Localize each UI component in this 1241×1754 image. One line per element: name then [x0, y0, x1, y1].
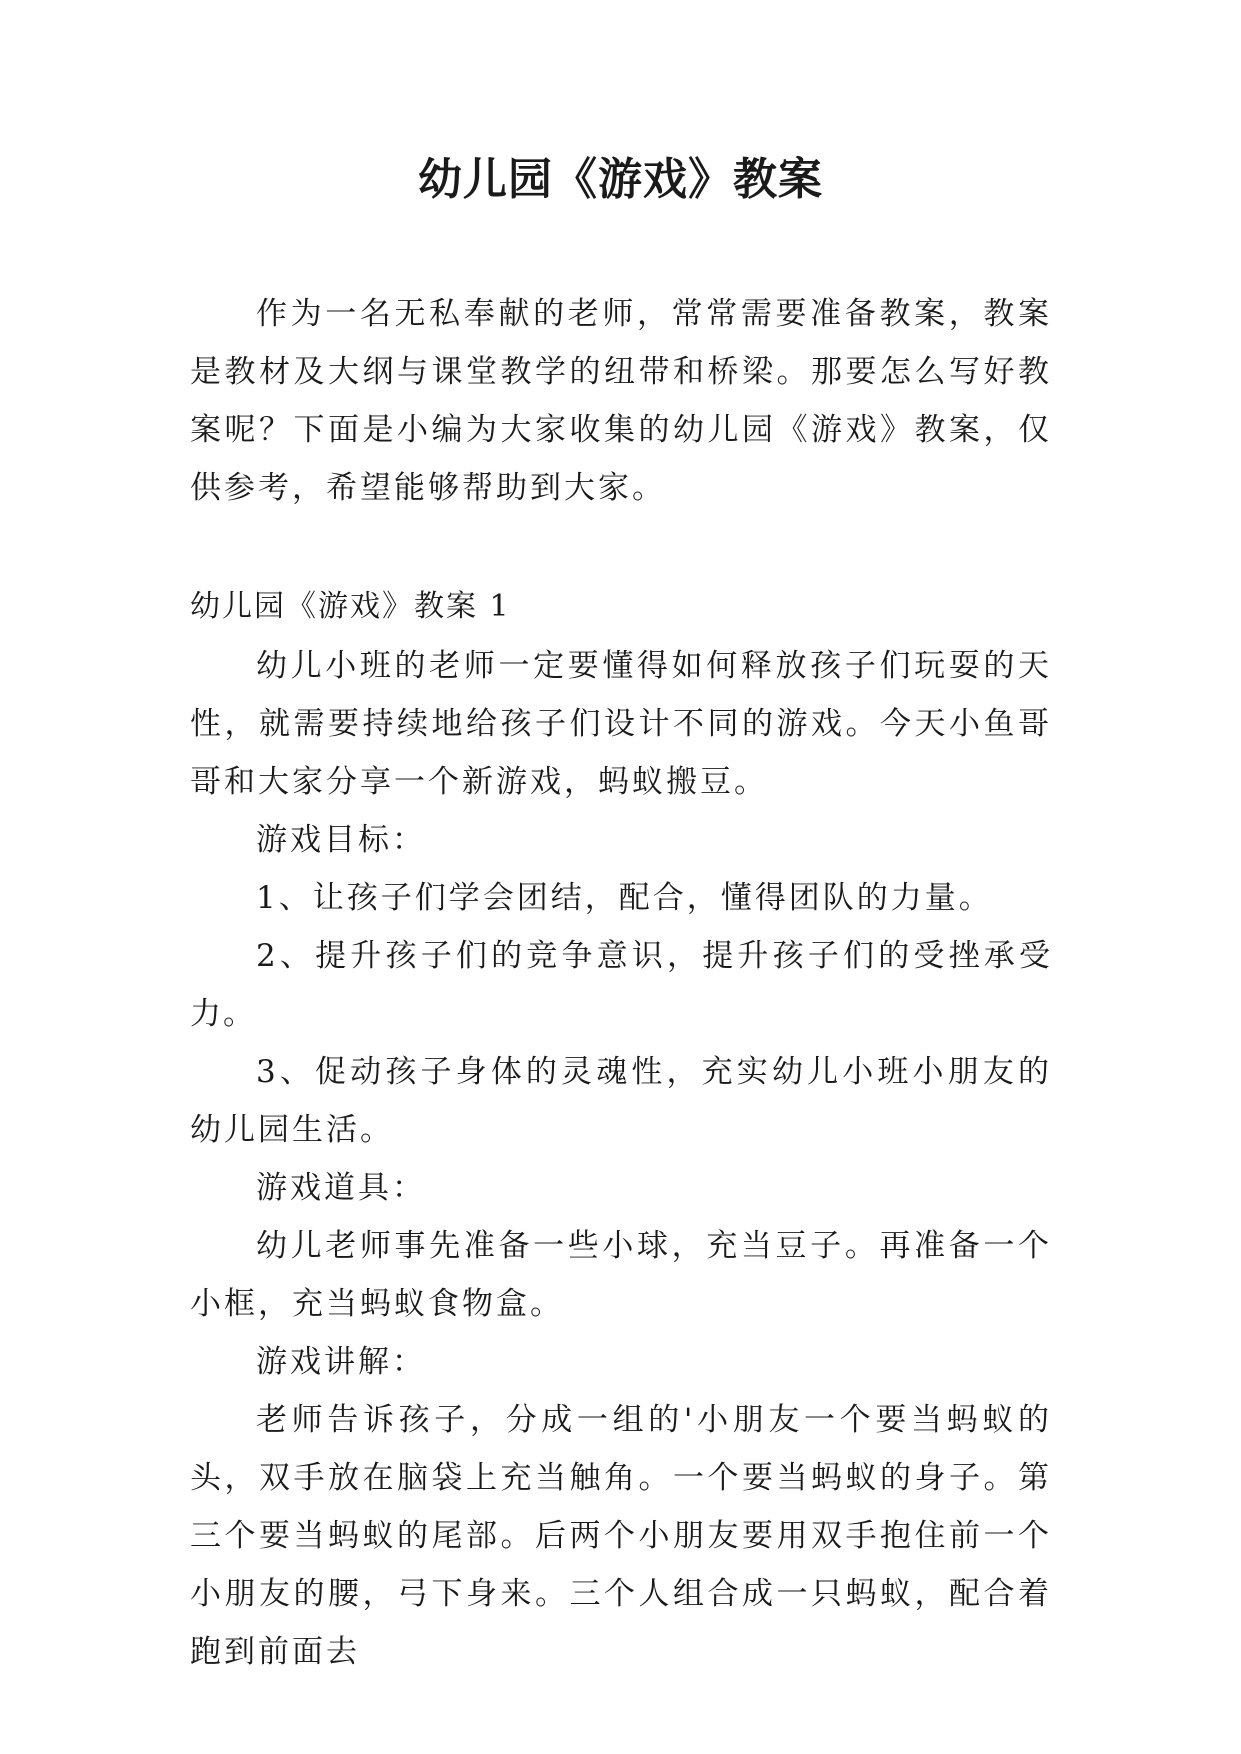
- intro-block: [190, 285, 1052, 517]
- subheading-game-explanation: 游戏讲解：: [256, 1344, 426, 1380]
- section-content: [190, 637, 1052, 1681]
- document-title: 幼儿园《游戏》教案: [418, 154, 823, 205]
- paragraph: 老师告诉孩子，分成一组的'小朋友一个要当蚂蚁的头，双手放在脑袋上充当触角。一个要当蚂蚁的身子。第三个要当蚂蚁的尾部。后两个小朋友要用双手抱住前一个小朋友的腰，弓下身来。三个人组合成一只蚂蚁，配合着跑到前面去: [190, 1402, 1052, 1670]
- subheading-game-goals: 游戏目标：: [256, 822, 426, 858]
- goal-item-1: 1、让孩子们学会团结，配合，懂得团队的力量。: [256, 880, 993, 916]
- subheading-game-props: 游戏道具：: [256, 1170, 426, 1206]
- intro-paragraph: 作为一名无私奉献的老师，常常需要准备教案，教案是教材及大纲与课堂教学的纽带和桥梁。那要怎么写好教案呢？下面是小编为大家收集的幼儿园《游戏》教案，仅供参考，希望能够帮助到大家。: [190, 296, 1052, 506]
- paragraph: 幼儿老师事先准备一些小球，充当豆子。再准备一个小框，充当蚂蚁食物盒。: [190, 1228, 1052, 1322]
- paragraph: 幼儿小班的老师一定要懂得如何释放孩子们玩耍的天性，就需要持续地给孩子们设计不同的游戏。今天小鱼哥哥和大家分享一个新游戏，蚂蚁搬豆。: [190, 648, 1052, 800]
- section-heading: 幼儿园《游戏》教案 1: [190, 589, 511, 624]
- goal-item-2: 2、提升孩子们的竞争意识，提升孩子们的受挫承受力。: [190, 938, 1052, 1032]
- goal-item-3: 3、促动孩子身体的灵魂性，充实幼儿小班小朋友的幼儿园生活。: [190, 1054, 1052, 1148]
